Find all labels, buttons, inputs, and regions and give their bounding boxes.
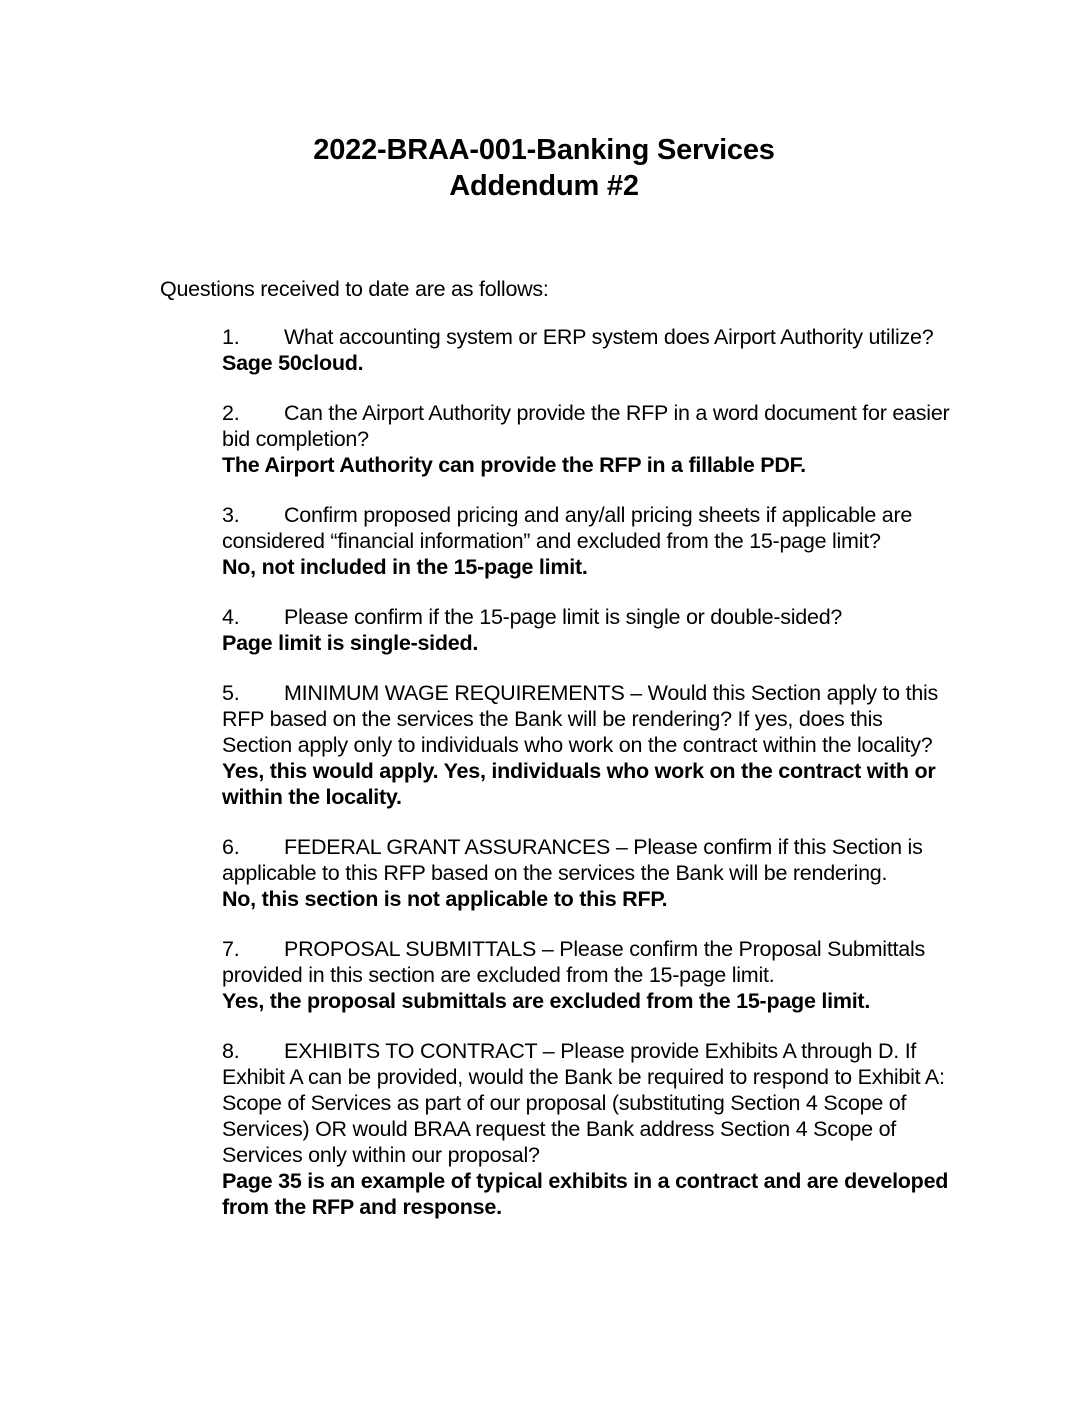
intro-paragraph: Questions received to date are as follows: <box>160 277 549 301</box>
answer-text-2: The Airport Authority can provide the RFP in a fillable PDF. <box>222 453 806 477</box>
question-text-3 <box>222 502 950 554</box>
question-body-8: EXHIBITS TO CONTRACT – Please provide Exhibits A through D. If Exhibit A can be provided, would the Bank be required to respond to Exhibit A: Scope of Services as part of our proposal (substituting Section 4 Scope of Services) OR would BRAA request the Bank address Section 4 Scope of Services only within our proposal? <box>222 1039 945 1167</box>
qa-item-7 <box>160 936 950 1014</box>
question-body-2: Can the Airport Authority provide the RFP in a word document for easier bid completion? <box>222 401 950 451</box>
question-body-7: PROPOSAL SUBMITTALS – Please confirm the Proposal Submittals provided in this section are excluded from the 15-page limit. <box>222 937 926 987</box>
question-body-5: MINIMUM WAGE REQUIREMENTS – Would this Section apply to this RFP based on the services the Bank will be rendering? If yes, does this Section apply only to individuals who work on the contract within the locality? <box>222 681 939 757</box>
question-number-1: 1. <box>222 325 240 349</box>
qa-item-6 <box>160 834 950 912</box>
question-number-8: 8. <box>222 1039 240 1063</box>
title-line-1: 2022-BRAA-001-Banking Services <box>313 134 775 166</box>
qa-item-4 <box>160 604 950 656</box>
question-text-6 <box>222 834 950 886</box>
question-number-4: 4. <box>222 605 240 629</box>
qa-item-5 <box>160 680 950 810</box>
question-body-1: What accounting system or ERP system does Airport Authority utilize? <box>284 325 934 349</box>
title-line-2: Addendum #2 <box>449 170 639 202</box>
question-body-3: Confirm proposed pricing and any/all pricing sheets if applicable are considered “financial information” and excluded from the 15-page limit? <box>222 503 913 553</box>
qa-item-1 <box>160 324 950 376</box>
answer-text-5: Yes, this would apply. Yes, individuals who work on the contract with or within the locality. <box>222 759 936 809</box>
question-body-4: Please confirm if the 15-page limit is single or double-sided? <box>284 605 843 629</box>
answer-text-3: No, not included in the 15-page limit. <box>222 555 588 579</box>
answer-text-1: Sage 50cloud. <box>222 351 364 375</box>
answer-text-6: No, this section is not applicable to this RFP. <box>222 887 668 911</box>
question-text-8 <box>222 1038 950 1168</box>
qa-item-2 <box>160 400 950 478</box>
document-body <box>160 276 950 1220</box>
question-text-4 <box>222 604 950 630</box>
qa-item-3 <box>160 502 950 580</box>
question-text-1 <box>222 324 950 350</box>
document-title <box>0 132 1088 204</box>
question-number-7: 7. <box>222 937 240 961</box>
answer-text-8: Page 35 is an example of typical exhibits in a contract and are developed from the RFP and response. <box>222 1169 949 1219</box>
question-text-5 <box>222 680 950 758</box>
question-number-5: 5. <box>222 681 240 705</box>
question-number-3: 3. <box>222 503 240 527</box>
question-text-7 <box>222 936 950 988</box>
question-number-6: 6. <box>222 835 240 859</box>
question-number-2: 2. <box>222 401 240 425</box>
qa-item-8 <box>160 1038 950 1220</box>
question-body-6: FEDERAL GRANT ASSURANCES – Please confirm if this Section is applicable to this RFP based on the services the Bank will be rendering. <box>222 835 923 885</box>
answer-text-7: Yes, the proposal submittals are excluded from the 15-page limit. <box>222 989 871 1013</box>
question-text-2 <box>222 400 950 452</box>
answer-text-4: Page limit is single-sided. <box>222 631 479 655</box>
